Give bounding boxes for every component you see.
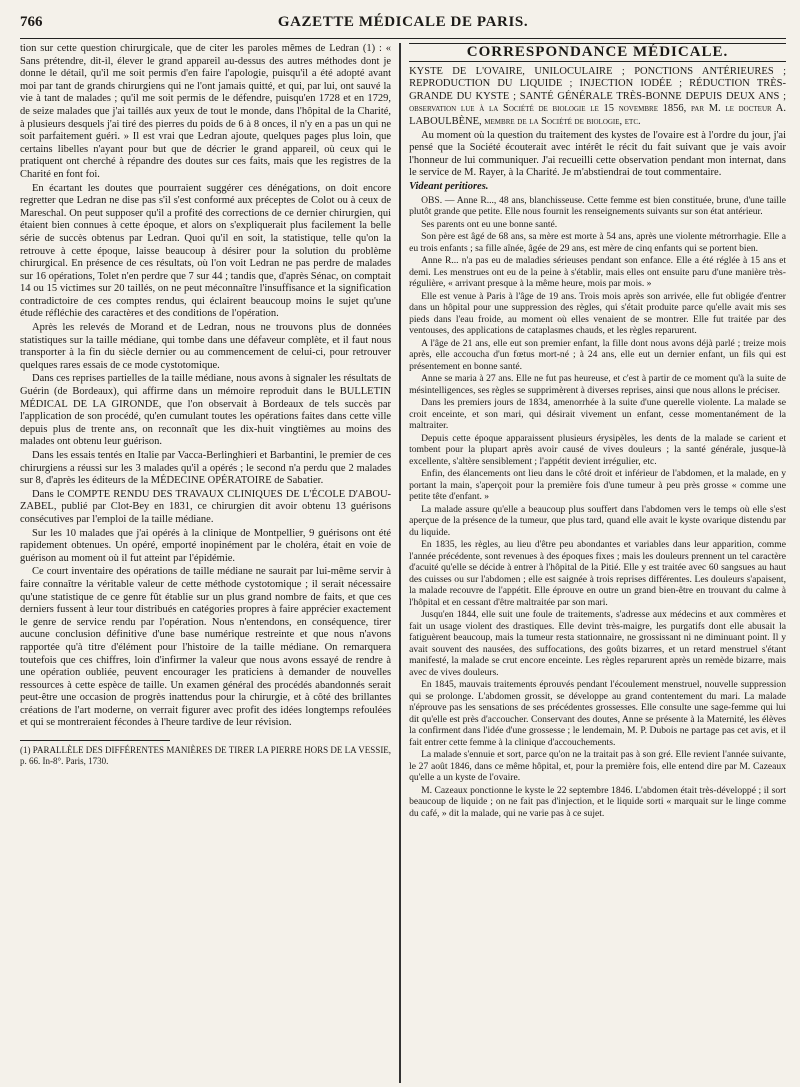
intro-paragraph: Au moment où la question du traitement des kystes de l'ovaire est à l'ordre du jour, j'ai pensé que la Société écouterait avec intérêt le récit du fait suivant que je vais avoir l'honneur de lui communiquer. J'ai recueilli cette observation pendant mon internat, dans le service de M. Rayer, à la Charité. Je m'abstiendrai de tout commentaire. xyxy=(409,129,786,179)
footnote: (1) PARALLÈLE DES DIFFÉRENTES MANIÈRES DE TIRER LA PIERRE HORS DE LA VESSIE, p. 66. In-8°. Paris, 1730. xyxy=(20,745,392,767)
paragraph: Ce court inventaire des opérations de taille médiane ne saurait par lui-même servir à faire connaître la véritable valeur de cette méthode cystotomique ; il serait nécessaire qu'une statistique de ce genre fût établie sur un plus grand nombre de faits, et que ces derniers fussent à leur tour distribués en catégories propres à faire apprécier exactement le genre de service rendu par l'opération. Nous n'entendons, en conséquence, tirer aucune conclusion définitive d'une base numérique restreinte et que nous n'avons rapportée qu'à titre d'élément pour l'histoire de la taille médiane. On remarquera toutefois que ces chiffres, loin d'infirmer la valeur que nous avons essayé de rendre à une opération oubliée, peuvent encourager les praticiens à demander de nouvelles ressources à cette espèce de taille. Un examen général des procédés abandonnés serait peut-être une occasion de progrès inattendus pour la chirurgie, et à côté des brillantes créations de l'art moderne, on verrait figurer avec profit des idées longtemps refoulées et qui se montreraient fécondes à l'heure tardive de leur révision. xyxy=(20,566,392,729)
paragraph: Après les relevés de Morand et de Ledran, nous ne trouvons plus de données statistiques sur la taille médiane, qui tombe dans une défaveur complète, et il faut nous transporter à la fin du siècle dernier ou au commencement de celui-ci, pour retrouver quelques rares essais de ce mode cystotomique. xyxy=(20,322,392,371)
paragraph: En 1835, les règles, au lieu d'être peu abondantes et variables dans leur apparition, comme l'année précédente, sont revenues à des époques fixes ; mais les douleurs prennent un tel caractère d'acuité qu'elle se décide à entrer à l'hôpital de la Pitié. Elle y est traitée avec 60 sangsues au haut des cuisses ou sur l'abdomen ; elle est saignée à trois reprises différentes. Les douleurs s'apaisent, la malade recouvre de l'appétit. Elle éprouve en outre un grand bien-être en trouvant du calme à l'hôpital et en cessant d'être maltraitée par son mari. xyxy=(409,539,786,608)
paragraph: Anne R... n'a pas eu de maladies sérieuses pendant son enfance. Elle a été réglée à 15 ans et demi. Les menstrues ont eu de la peine à s'établir, mais elles ont ensuite paru d'une manière très-régulière, « arrivant presque à la même heure, mois par mois. » xyxy=(409,255,786,290)
paragraph: Dans les premiers jours de 1834, amenorrhée à la suite d'une querelle violente. La malade se croit enceinte, et son mari, qui désirait vivement un enfant, cesse momentanément de la maltraiter. xyxy=(409,397,786,432)
article-subtitle: KYSTE DE L'OVAIRE, UNILOCULAIRE ; PONCTIONS ANTÉRIEURES ; REPRODUCTION DU LIQUIDE ; INJECTION IODÉE ; RÉDUCTION TRÈS-GRANDE DU KYSTE ; SANTÉ GÉNÉRALE TRÈS-BONNE DEPUIS DEUX ANS ; observation lue à la Société de biologie le 15 novembre 1856, par M. le docteur A. LABOULBÈNE, membre de la Société de biologie, etc. xyxy=(409,65,786,127)
paragraph: tion sur cette question chirurgicale, que de citer les paroles mêmes de Ledran (1) : « Sans prétendre, dit-il, élever le grand appareil au-dessus des autres méthodes dont je donne le détail, qu'il me soit permis d'en faire l'apologie, puisqu'il a été adopté avant moi par tant de grands chirurgiens qui ne l'ont jamais quitté, et qui, par lui, ont sauvé la vie à tant de malades ; qu'il me soit permis de le défendre, puisqu'en 1728 et en 1729, de seize malades que j'ai taillés aux yeux de tout le monde, dans l'hôpital de la Charité, à plusieurs desquels j'ai tiré des pierres du poids de 6 à 8 onces, il n'y en a pas un qui ne soit parfaitement guéri. » Il est vrai que Ledran ajoute, quelques pages plus loin, que certains libelles n'ayant pour but que de décrier le grand appareil, où ceux qui le pratiquent ont cherché à répandre des doutes sur ces faits, mais que les registres de la Charité en font foi. xyxy=(20,43,392,180)
left-column xyxy=(20,43,399,1083)
paragraph: A l'âge de 21 ans, elle eut son premier enfant, la fille dont nous avons déjà parlé ; treize mois après, elle accoucha d'un fœtus mort-né ; à 24 ans, elle eut un dernier enfant, un fils qui est présentement en bonne santé. xyxy=(409,337,786,372)
paragraph: Ses parents ont eu une bonne santé. xyxy=(421,218,558,230)
paragraph: Enfin, des élancements ont lieu dans le côté droit et inférieur de l'abdomen, et la malade, en y portant la main, s'aperçoit pour la première fois d'une tumeur à peu près grosse « comme une petite tête d'enfant. » xyxy=(409,468,786,503)
paragraph: La malade assure qu'elle a beaucoup plus souffert dans l'abdomen vers le temps où elle s'est aperçue de la présence de la tumeur, que plus tard, quand elle avait le kyste ovarique distendu par du liquide. xyxy=(409,503,786,538)
paragraph: Dans le COMPTE RENDU DES TRAVAUX CLINIQUES DE L'ÉCOLE D'ABOU-ZABEL, publié par Clot-Bey en 1831, ce chirurgien dit avoir obtenu 13 guérisons consécutives par l'emploi de la taille médiane. xyxy=(20,488,392,525)
paragraph: Depuis cette époque apparaissent plusieurs érysipèles, les dents de la malade se carient et tombent pour la plupart après avoir causé de vives douleurs ; la santé générale, jusque-là excellente, s'altère sensiblement ; l'appétit devient irrégulier, etc. xyxy=(409,432,786,467)
right-column xyxy=(399,43,786,1083)
paragraph: OBS. — Anne R..., 48 ans, blanchisseuse. Cette femme est bien constituée, brune, d'une taille plutôt grande que petite. Elle nous fournit les renseignements suivants sur son état antérieur. xyxy=(409,194,786,218)
paragraph: Son père est âgé de 68 ans, sa mère est morte à 54 ans, après une violente métrorrhagie. Elle a eu trois enfants ; sa fille aînée, âgée de 29 ans, est mère de cinq enfants qui se portent bien. xyxy=(409,231,786,254)
observation-text xyxy=(409,195,786,820)
footnote-separator xyxy=(20,740,170,741)
paragraph: Sur les 10 malades que j'ai opérés à la clinique de Montpellier, 9 guérisons ont été rapidement obtenues. Un opéré, emporté inopinément par le choléra, était en voie de guérison au moment où il fut atteint par l'épidémie. xyxy=(20,527,392,564)
paragraph: Dans les essais tentés en Italie par Vacca-Berlinghieri et Barbantini, le premier de ces chirurgiens a réussi sur les 3 malades qu'il a opérés ; le second n'a perdu que 2 malades sur 8, d'après les éditeurs de la MÉDECINE OPÉRATOIRE de Sabatier. xyxy=(20,450,392,487)
running-header xyxy=(20,14,786,39)
section-title: CORRESPONDANCE MÉDICALE. xyxy=(409,43,786,62)
two-column-body xyxy=(20,43,786,1083)
journal-title: GAZETTE MÉDICALE DE PARIS. xyxy=(277,14,529,30)
motto: Videant peritiores. xyxy=(409,180,489,192)
paragraph: Anne se maria à 27 ans. Elle ne fut pas heureuse, et c'est à partir de ce moment qu'à la suite de mésintelligences, ses règles se supprimèrent à diverses reprises, ainsi que nous allons le préciser. xyxy=(409,373,786,396)
page-number: 766 xyxy=(20,14,43,30)
paragraph: Jusqu'en 1844, elle suit une foule de traitements, s'adresse aux médecins et aux commères et fait un usage violent des drastiques. Elle devint très-maigre, les purgatifs dont elle abusait la fatiguèrent beaucoup, mais la tumeur resta stationnaire, ne grossissant ni ne diminuant point. Il y avait souvent des nausées, des suffocations, des goûts bizarres, et un retard menstruel s'étant manifesté, la malade se crut encore enceinte. Les règles reparurent après un remède bizarre, mais avec de vives douleurs. xyxy=(409,609,786,678)
paragraph: M. Cazeaux ponctionne le kyste le 22 septembre 1846. L'abdomen était très-développé ; il sort beaucoup de liquide ; on ne fait pas d'injection, et le liquide sorti « marquait sur le linge comme du café, » dit la malade, qui ne varie pas à ce sujet. xyxy=(409,784,786,819)
paragraph: En 1845, mauvais traitements éprouvés pendant l'écoulement menstruel, nouvelle suppression qui se prolonge. L'abdomen grossit, se développe au grand contentement du mari. La malade n'éprouve pas les sensations de ses précédentes grossesses. Elle consulte une sage-femme qui lui dit qu'elle est près d'accoucher. Conservant des doutes, Anne se présente à la Maternité, les élèves la confirment dans l'idée d'une grossesse ; le lendemain, M. P. Dubois ne partage pas cet avis, et il fait entrer cette femme à la clinique d'accouchements. xyxy=(409,679,786,748)
paragraph: Dans ces reprises partielles de la taille médiane, nous avons à signaler les résultats de Guérin (de Bordeaux), qui affirme dans un mémoire reproduit dans le BULLETIN MÉDICAL DE LA GIRONDE, que l'on observait à Bordeaux de tels succès par l'application de son procédé, qu'en cumulant toutes les opérations faites dans cette ville depuis plus de trente ans, on reconnaît que les dix-huit vingtièmes au moins des malades ont obtenu leur guérison. xyxy=(20,373,392,448)
paragraph: En écartant les doutes que pourraient suggérer ces dénégations, on doit encore regretter que Ledran ne dise pas s'il s'est conformé aux préceptes de Colot ou à ceux de Mareschal. On peut supposer qu'il a profité des corrections de ce dernier chirurgien, qui étaient bien connues à cette époque, et alors on s'expliquerait plus facilement la belle série de succès obtenus par Ledran. Quoi qu'il en soit, la statistique, telle qu'on la retrouve à cette époque, laisse beaucoup à désirer pour la solution du problème chirurgical. En présence de ces résultats, où l'on voit Ledran ne pas perdre de malades sur 16 opérations, Tolet n'en perdre que 7 sur 44 ; tandis que, d'après Sénac, on comptait 14 ou 15 victimes sur 20 taillés, on ne peut méconnaître l'insuffisance et la signification contradictoire de ces comptes rendus, qui éclairent beaucoup moins le sujet qu'une étude réfléchie des caractères et des conditions de l'opération. xyxy=(20,182,392,320)
paragraph: Elle est venue à Paris à l'âge de 19 ans. Trois mois après son arrivée, elle fut obligée d'entrer dans un hôpital pour une suppression des règles, qui s'était produite parce qu'elle avait mis ses pieds dans l'eau froide, au moment où elles venaient de se montrer. Elle fut traitée par des ventouses, des applications de cataplasmes chauds, et les règles reparurent. xyxy=(409,290,786,337)
paragraph: La malade s'ennuie et sort, parce qu'on ne la traitait pas à son gré. Elle revient l'année suivante, le 27 août 1846, dans ce même hôpital, et, pour la première fois, elle entend dire par M. Cazeaux qu'elle a un kyste de l'ovaire. xyxy=(409,749,786,784)
